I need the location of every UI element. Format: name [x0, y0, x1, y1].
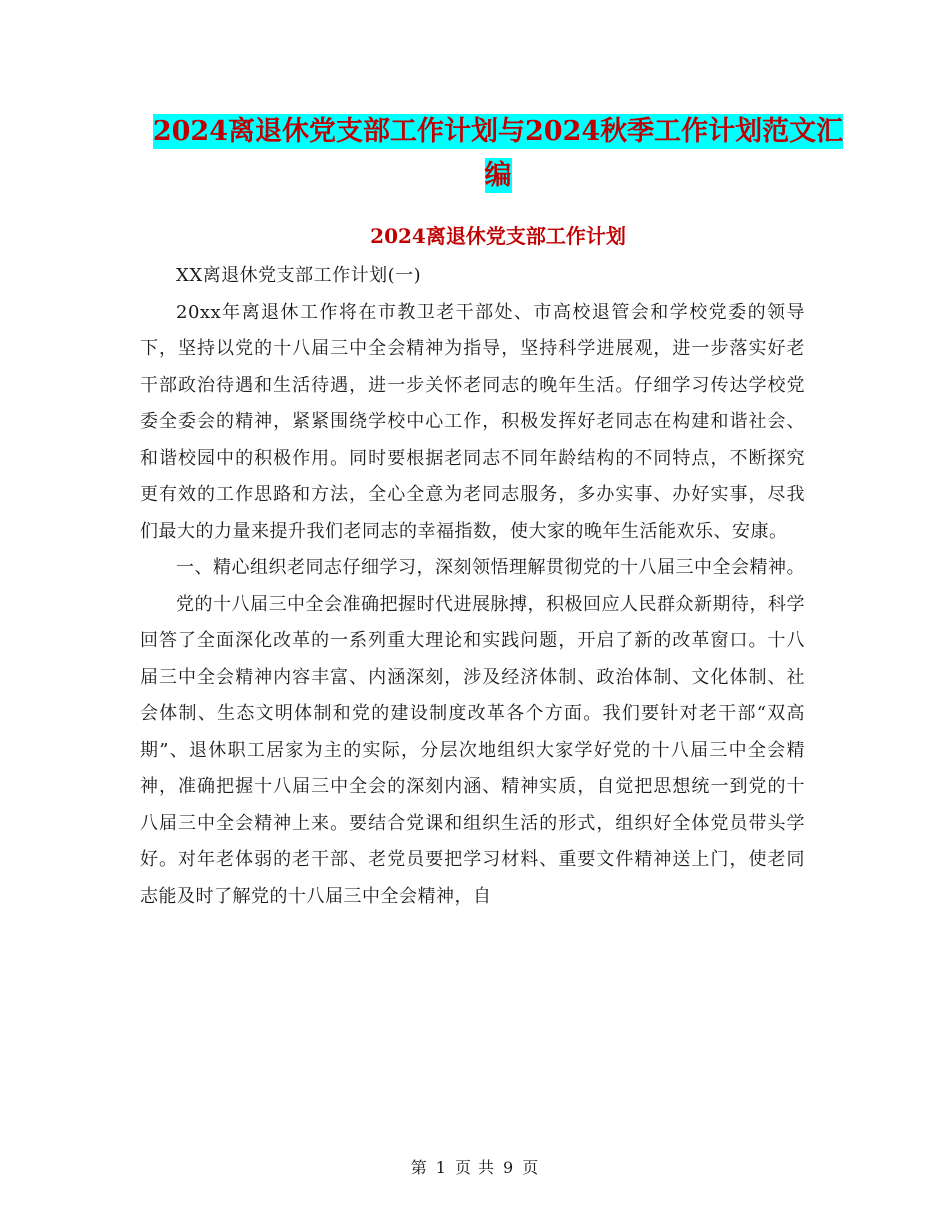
paragraph-body-1: 党的十八届三中全会准确把握时代进展脉搏，积极回应人民群众新期待，科学回答了全面深化改革的一系列重大理论和实践问题，开启了新的改革窗口。十八届三中全会精神内容丰富、内涵深刻，涉及经济体制、政治体制、文化体制、社会体制、生态文明体制和党的建设制度改革各个方面。我们要针对老干部“双高期”、退休职工居家为主的实际，分层次地组织大家学好党的十八届三中全会精神，准确把握十八届三中全会的深刻内涵、精神实质，自觉把思想统一到党的十八届三中全会精神上来。要结合党课和组织生活的形式，组织好全体党员带头学好。对年老体弱的老干部、老党员要把学习材料、重要文件精神送上门，使老同志能及时了解党的十八届三中全会精神，自 [140, 593, 805, 907]
footer-total-pages: 9 [503, 1158, 515, 1177]
paragraph-intro: 20xx年离退休工作将在市教卫老干部处、市高校退管会和学校党委的领导下，坚持以党的十八届三中全会精神为指导，坚持科学进展观，进一步落实好老干部政治待遇和生活待遇，进一步关怀老同志的晚年生活。仔细学习传达学校党委全委会的精神，紧紧围绕学校中心工作，积极发挥好老同志在构建和谐社会、和谐校园中的积极作用。同时要根据老同志不同年龄结构的不同特点，不断探究更有效的工作思路和方法，全心全意为老同志服务，多办实事、办好实事，尽我们最大的力量来提升我们老同志的幸福指数，使大家的晚年生活能欢乐、安康。 [140, 301, 805, 542]
footer-suffix: 页 [522, 1158, 540, 1177]
document-title [140, 110, 856, 198]
footer-prefix: 第 [410, 1158, 428, 1177]
paragraph-subtitle: XX离退休党支部工作计划(一) [176, 265, 422, 286]
footer-page-number: 1 [435, 1158, 447, 1177]
section-title: 2024离退休党支部工作计划 [370, 224, 626, 248]
footer-middle: 页 共 [454, 1158, 496, 1177]
document-body [140, 258, 805, 915]
title-highlight: 2024离退休党支部工作计划与2024秋季工作计划范文汇编 [152, 116, 844, 191]
page-footer [0, 1155, 950, 1178]
paragraph-heading-1: 一、精心组织老同志仔细学习，深刻领悟理解贯彻党的十八届三中全会精神。 [176, 557, 805, 578]
